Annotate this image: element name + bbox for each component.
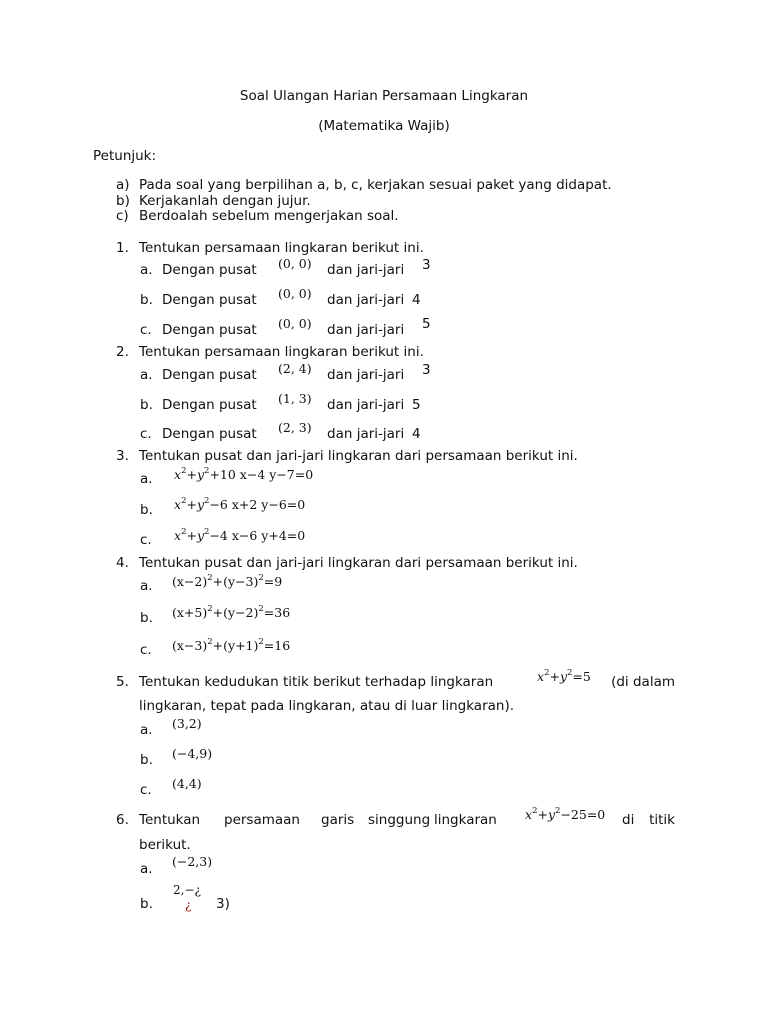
question-text-continued: (di dalam [611,674,675,690]
instruction-text: Pada soal yang berpilihan a, b, c, kerjakan sesuai paket yang didapat. [139,177,612,193]
option-label: a. [140,722,153,738]
point: (−2,3) [172,854,213,869]
question-text: Tentukan pusat dan jari-jari lingkaran dari persamaan berikut ini. [139,448,578,464]
center-point: (0, 0) [278,286,312,301]
radius-word: dan jari-jari [327,262,405,278]
option-label: a. [140,262,153,278]
point-tail: 3) [216,896,230,912]
option-label: a. [140,861,153,877]
question-word: titik [649,812,675,828]
option-label: b. [140,397,153,413]
option-label: b. [140,292,153,308]
option-label: c. [140,642,152,658]
center-word: Dengan pusat [162,367,257,383]
question-word: garis [321,812,355,828]
option-label: a. [140,578,153,594]
radius-word: dan jari-jari [327,322,405,338]
center-point: (2, 3) [278,420,312,435]
question-number: 5. [116,674,129,690]
question-number: 1. [116,240,129,256]
circle-equation: $(x-2)^2+(y-3)^2=9$ [172,573,283,589]
center-point: (2, 4) [278,361,312,376]
question-word: Tentukan [139,812,201,828]
radius-value: 3 [422,362,431,378]
center-point: (0, 0) [278,316,312,331]
circle-equation: $(x+5)^2+(y-2)^2=36$ [172,604,291,620]
center-word: Dengan pusat [162,426,257,442]
question-text-line2: berikut. [139,837,191,853]
broken-point-bottom: ¿ [185,898,192,912]
option-label: b. [140,610,153,626]
option-label: a. [140,471,153,487]
center-point: (0, 0) [278,256,312,271]
instruction-label: a) [116,177,130,193]
instruction-label: b) [116,193,130,209]
radius-value: 4 [412,426,421,442]
page-subtitle: (Matematika Wajib) [318,118,450,134]
radius-value: 4 [412,292,421,308]
question-number: 4. [116,555,129,571]
point: (−4,9) [172,746,213,761]
radius-value: 5 [412,397,421,413]
question-text: Tentukan persamaan lingkaran berikut ini. [139,344,424,360]
question-text-line2: lingkaran, tepat pada lingkaran, atau di luar lingkaran). [139,698,515,714]
broken-point-top: 2,−¿ [173,883,201,897]
circle-equation: $x^2+y^2-6$ x+2 y−6=0 [174,496,306,512]
option-label: a. [140,367,153,383]
point: (3,2) [172,716,202,731]
question-word: di [622,812,635,828]
option-label: c. [140,782,152,798]
radius-word: dan jari-jari [327,367,405,383]
question-text: Tentukan persamaan lingkaran berikut ini. [139,240,424,256]
radius-word: dan jari-jari [327,292,405,308]
circle-equation: $x^2+y^2-25=0$ [525,806,606,822]
option-label: b. [140,896,153,912]
circle-equation: $x^2+y^2-4$ x−6 y+4=0 [174,527,306,543]
circle-equation: $x^2+y^2+10$ x−4 y−7=0 [174,466,314,482]
question-text: Tentukan pusat dan jari-jari lingkaran dari persamaan berikut ini. [139,555,578,571]
center-word: Dengan pusat [162,262,257,278]
radius-value: 3 [422,257,431,273]
radius-word: dan jari-jari [327,426,405,442]
center-word: Dengan pusat [162,322,257,338]
center-point: (1, 3) [278,391,312,406]
option-label: c. [140,532,152,548]
instruction-text: Kerjakanlah dengan jujur. [139,193,311,209]
question-number: 6. [116,812,129,828]
option-label: c. [140,322,152,338]
instruction-text: Berdoalah sebelum mengerjakan soal. [139,208,399,224]
instructions-heading: Petunjuk: [93,148,157,164]
question-word: lingkaran [434,812,497,828]
center-word: Dengan pusat [162,292,257,308]
radius-word: dan jari-jari [327,397,405,413]
question-word: persamaan [224,812,300,828]
center-word: Dengan pusat [162,397,257,413]
page-title: Soal Ulangan Harian Persamaan Lingkaran [239,88,529,104]
radius-value: 5 [422,316,431,332]
circle-equation: $x^2+y^2=5$ [537,668,591,684]
option-label: b. [140,752,153,768]
question-text: Tentukan kedudukan titik berikut terhadap lingkaran [139,674,494,690]
question-number: 2. [116,344,129,360]
question-number: 3. [116,448,129,464]
instruction-label: c) [116,208,129,224]
question-word: singgung [368,812,431,828]
option-label: c. [140,426,152,442]
point: (4,4) [172,776,202,791]
option-label: b. [140,502,153,518]
circle-equation: $(x-3)^2+(y+1)^2=16$ [172,637,291,653]
